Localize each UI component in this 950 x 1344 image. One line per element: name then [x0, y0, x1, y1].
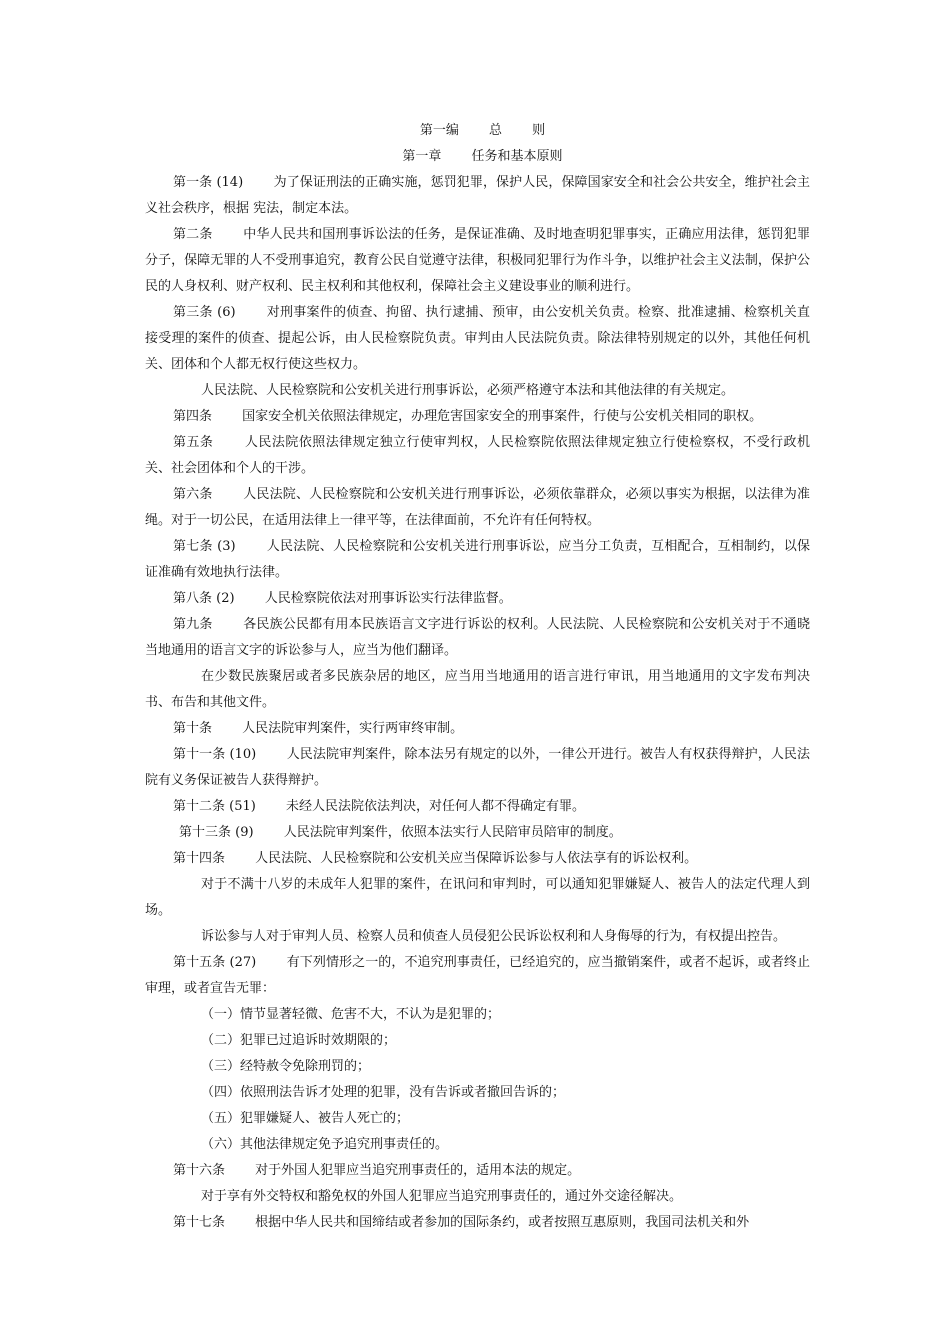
paragraph-text: （四）依照刑法告诉才处理的犯罪，没有告诉或者撤回告诉的； — [201, 1085, 566, 1100]
article-number: 第十三条 (9) — [179, 825, 284, 840]
paragraph-text: 人民法院、人民检察院和公安机关进行刑事诉讼，必须严格遵守本法和其他法律的有关规定。 — [201, 383, 735, 398]
list-item — [145, 1132, 810, 1158]
paragraph-text: 为了保证刑法的正确实施，惩罚犯罪，保护人民，保障国家安全和社会公共安全，维护社会主义社会秩序，根据 宪法，制定本法。 — [145, 175, 810, 216]
paragraph-text: 人民法院审判案件，除本法另有规定的以外，一律公开进行。被告人有权获得辩护，人民法院有义务保证被告人获得辩护。 — [145, 747, 810, 788]
article-number: 第十四条 — [173, 851, 256, 866]
article-number: 第三条 (6) — [173, 305, 267, 320]
article-paragraph — [145, 846, 810, 872]
article-number: 第六条 — [173, 487, 244, 502]
paragraph — [145, 664, 810, 716]
article-number: 第九条 — [173, 617, 244, 632]
paragraph-text: 对于外国人犯罪应当追究刑事责任的，适用本法的规定。 — [255, 1163, 581, 1178]
paragraph-text: 未经人民法院依法判决，对任何人都不得确定有罪。 — [285, 799, 585, 814]
paragraph-text: 国家安全机关依照法律规定，办理危害国家安全的刑事案件，行使与公安机关相同的职权。 — [242, 409, 763, 424]
paragraph — [145, 378, 810, 404]
paragraph-text: 对于享有外交特权和豁免权的外国人犯罪应当追究刑事责任的，通过外交途径解决。 — [201, 1189, 683, 1204]
paragraph-text: 各民族公民都有用本民族语言文字进行诉讼的权利。人民法院、人民检察院和公安机关对于不通晓当地通用的语言文字的诉讼参与人，应当为他们翻译。 — [145, 617, 810, 658]
article-number: 第四条 — [173, 409, 243, 424]
article-number: 第二条 — [173, 227, 244, 242]
paragraph — [145, 924, 810, 950]
paragraph — [145, 872, 810, 924]
article-paragraph — [145, 534, 810, 586]
article-number: 第十一条 (10) — [173, 747, 287, 762]
article-paragraph — [145, 1158, 810, 1184]
article-paragraph — [145, 586, 810, 612]
chapter-title: 第一章 任务和基本原则 — [402, 149, 563, 164]
article-paragraph — [145, 794, 810, 820]
article-paragraph — [145, 222, 810, 300]
list-item — [145, 1054, 810, 1080]
article-paragraph — [145, 612, 810, 664]
article-number: 第十七条 — [173, 1215, 256, 1230]
article-number: 第五条 — [173, 435, 245, 450]
article-number: 第七条 (3) — [173, 539, 267, 554]
paragraph-text: （五）犯罪嫌疑人、被告人死亡的； — [201, 1111, 410, 1126]
document-page — [145, 118, 810, 1236]
paragraph-text: 对于不满十八岁的未成年人犯罪的案件，在讯问和审判时，可以通知犯罪嫌疑人、被告人的法定代理人到场。 — [145, 877, 810, 918]
article-paragraph — [145, 950, 810, 1002]
article-paragraph — [145, 170, 810, 222]
article-paragraph — [145, 300, 810, 378]
article-paragraph — [145, 1210, 810, 1236]
paragraph-text: （三）经特赦令免除刑罚的； — [201, 1059, 371, 1074]
article-number: 第八条 (2) — [173, 591, 265, 606]
list-item — [145, 1106, 810, 1132]
paragraph-text: 对刑事案件的侦查、拘留、执行逮捕、预审，由公安机关负责。检察、批准逮捕、检察机关直接受理的案件的侦查、提起公诉，由人民检察院负责。审判由人民法院负责。除法律特别规定的以外，其他任何机关、团体和个人都无权行使这些权力。 — [145, 305, 810, 372]
article-number: 第一条 (14) — [173, 175, 274, 190]
list-item — [145, 1002, 810, 1028]
paragraph-text: 人民法院、人民检察院和公安机关进行刑事诉讼，应当分工负责，互相配合，互相制约，以保证准确有效地执行法律。 — [145, 539, 810, 580]
paragraph-text: （二）犯罪已过追诉时效期限的； — [201, 1033, 397, 1048]
list-item — [145, 1080, 810, 1106]
article-paragraph — [145, 430, 810, 482]
paragraph-text: 人民法院、人民检察院和公安机关进行刑事诉讼，必须依靠群众，必须以事实为根据，以法律为准绳。对于一切公民，在适用法律上一律平等，在法律面前，不允许有任何特权。 — [145, 487, 810, 528]
paragraph — [145, 1184, 810, 1210]
paragraph-text: 人民法院审判案件，实行两审终审制。 — [242, 721, 464, 736]
article-paragraph — [145, 742, 810, 794]
article-paragraph — [145, 404, 810, 430]
list-item — [145, 1028, 810, 1054]
paragraph-text: （六）其他法律规定免予追究刑事责任的。 — [201, 1137, 449, 1152]
paragraph-text: 有下列情形之一的，不追究刑事责任，已经追究的，应当撤销案件，或者不起诉，或者终止审理，或者宣告无罪： — [145, 955, 810, 996]
paragraph-text: 根据中华人民共和国缔结或者参加的国际条约，或者按照互惠原则，我国司法机关和外 — [255, 1215, 750, 1230]
article-number: 第十六条 — [173, 1163, 256, 1178]
article-number: 第十五条 (27) — [173, 955, 287, 970]
paragraph-text: 在少数民族聚居或者多民族杂居的地区，应当用当地通用的语言进行审讯，用当地通用的文字发布判决书、布告和其他文件。 — [145, 669, 810, 710]
article-number: 第十条 — [173, 721, 243, 736]
article-paragraph — [145, 482, 810, 534]
part-title: 第一编 总 则 — [419, 123, 546, 138]
paragraph-text: 人民检察院依法对刑事诉讼实行法律监督。 — [264, 591, 512, 606]
paragraph-text: 中华人民共和国刑事诉讼法的任务，是保证准确、及时地查明犯罪事实，正确应用法律，惩罚犯罪分子，保障无罪的人不受刑事追究，教育公民自觉遵守法律，积极同犯罪行为作斗争，以维护社会主义法制，保护公民的人身权利、财产权利、民主权利和其他权利，保障社会主义建设事业的顺利进行。 — [145, 227, 810, 294]
paragraph-text: 人民法院、人民检察院和公安机关应当保障诉讼参与人依法享有的诉讼权利。 — [255, 851, 698, 866]
article-number: 第十二条 (51) — [173, 799, 286, 814]
document-body — [145, 170, 810, 1236]
article-paragraph — [145, 820, 810, 846]
paragraph-text: 人民法院依照法律规定独立行使审判权，人民检察院依照法律规定独立行使检察权，不受行政机关、社会团体和个人的干涉。 — [145, 435, 810, 476]
paragraph-text: （一）情节显著轻微、危害不大，不认为是犯罪的； — [201, 1007, 501, 1022]
article-paragraph — [145, 716, 810, 742]
paragraph-text: 诉讼参与人对于审判人员、检察人员和侦查人员侵犯公民诉讼权利和人身侮辱的行为，有权提出控告。 — [201, 929, 787, 944]
paragraph-text: 人民法院审判案件，依照本法实行人民陪审员陪审的制度。 — [283, 825, 622, 840]
